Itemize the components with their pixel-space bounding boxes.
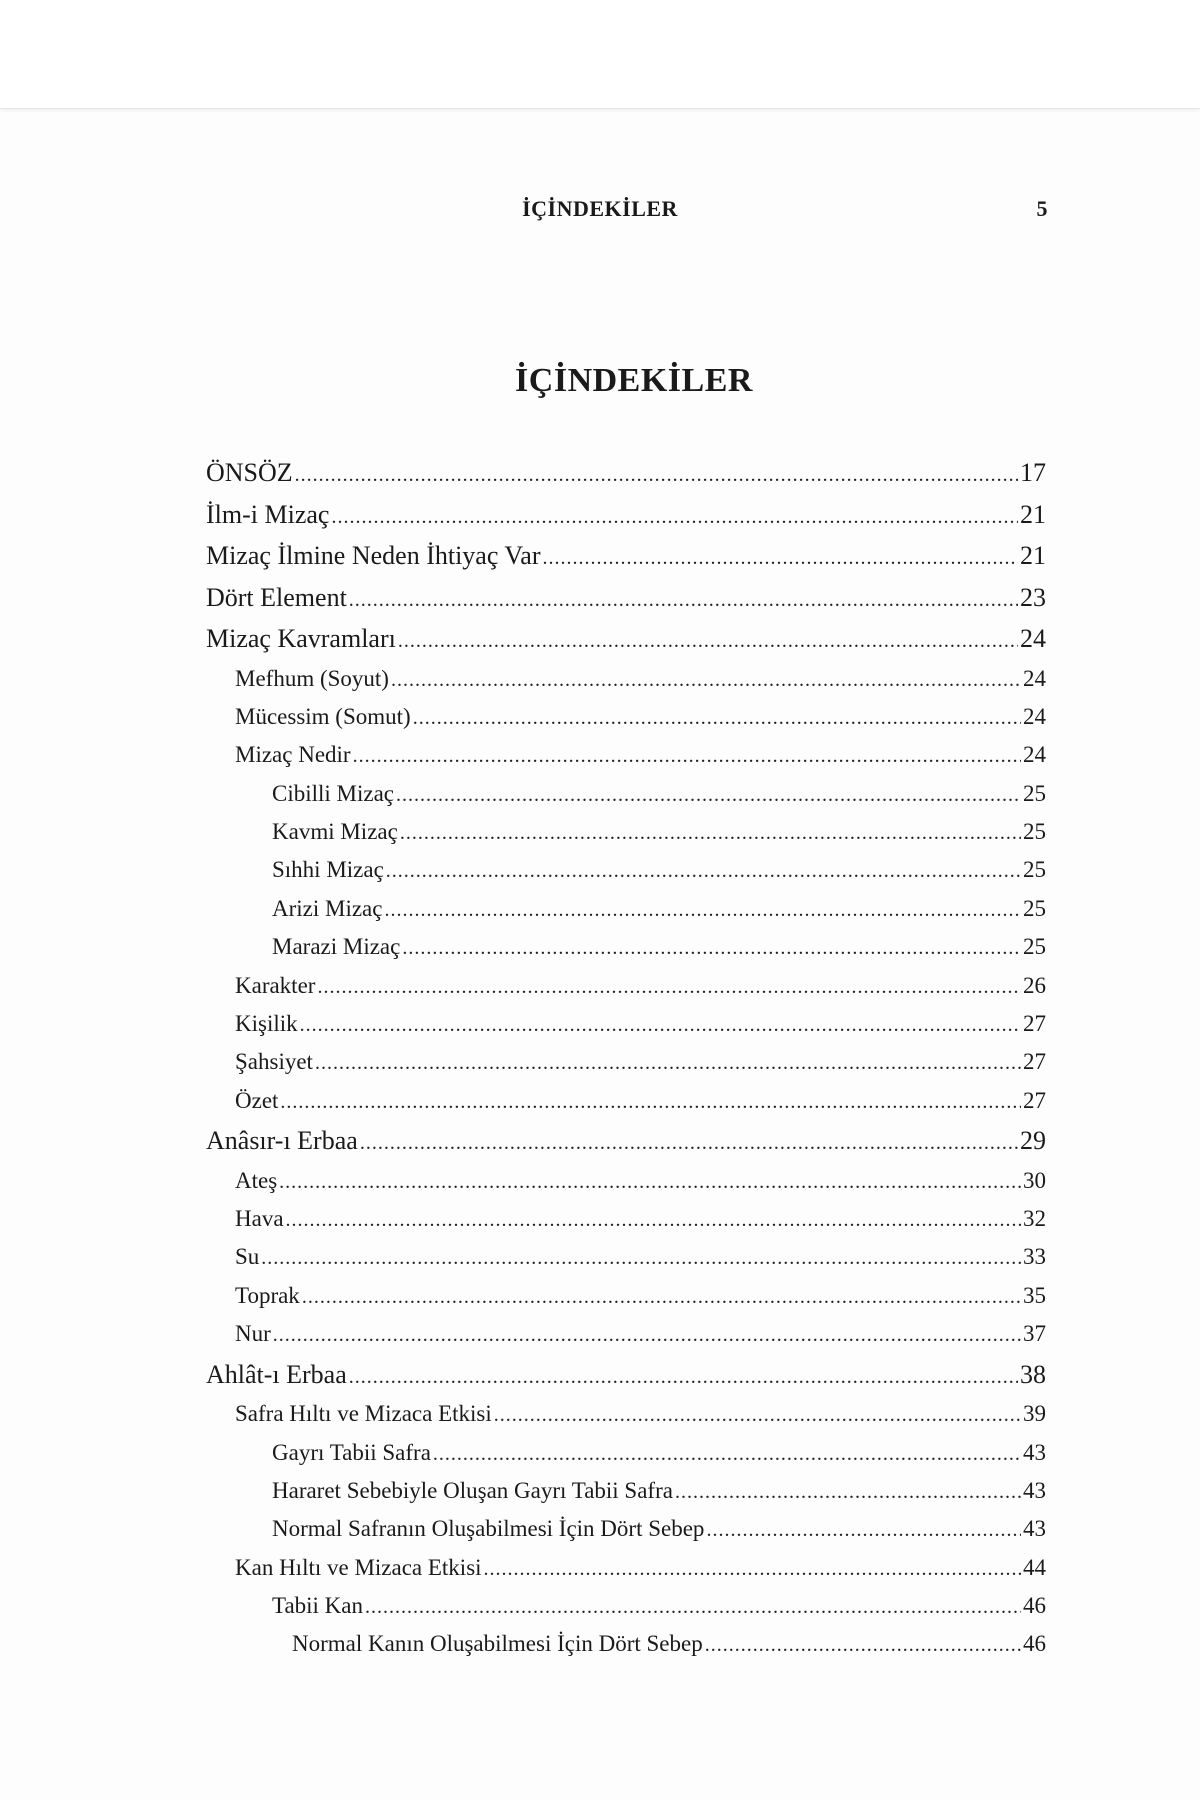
toc-entry <box>206 1315 1046 1353</box>
toc-entry-title: Mefhum (Soyut) <box>235 665 389 691</box>
toc-entry <box>206 1005 1046 1043</box>
dot-leader <box>398 621 1018 663</box>
running-head-page-number: 5 <box>1036 196 1048 221</box>
dot-leader <box>261 1239 1021 1277</box>
toc-entry-title: Karakter <box>235 972 316 998</box>
dot-leader <box>295 455 1018 497</box>
toc-entry-title: Sıhhi Mizaç <box>272 857 384 883</box>
toc-entry-page: 46 <box>1023 1593 1046 1619</box>
toc-entry <box>206 1120 1046 1162</box>
toc-entry-page: 44 <box>1023 1554 1046 1580</box>
toc-entry <box>206 577 1046 619</box>
toc-entry-page: 27 <box>1023 1049 1046 1075</box>
toc-entry-page: 23 <box>1020 582 1046 612</box>
dot-leader <box>349 1357 1018 1399</box>
toc-entry <box>206 1625 1046 1663</box>
toc-entry-page: 43 <box>1023 1477 1046 1503</box>
toc-entry-title: Safra Hıltı ve Mizaca Etkisi <box>235 1401 492 1427</box>
dot-leader <box>384 891 1021 929</box>
toc-entry <box>206 618 1046 660</box>
toc-entry-title: ÖNSÖZ <box>206 458 293 487</box>
toc-entry <box>206 775 1046 813</box>
dot-leader <box>413 699 1021 737</box>
toc-entry <box>206 813 1046 851</box>
toc-entry <box>206 452 1046 494</box>
dot-leader <box>360 1123 1018 1165</box>
toc-entry-page: 46 <box>1023 1631 1046 1657</box>
toc-entry <box>206 736 1046 774</box>
toc-list <box>206 452 1046 1664</box>
toc-entry-title: Toprak <box>235 1282 300 1308</box>
book-page <box>0 112 1200 1800</box>
toc-entry-page: 25 <box>1023 780 1046 806</box>
toc-entry-page: 32 <box>1023 1206 1046 1232</box>
toc-entry <box>206 1082 1046 1120</box>
dot-leader <box>302 1278 1021 1316</box>
toc-entry-title: Mücessim (Somut) <box>235 703 411 729</box>
dot-leader <box>286 1201 1021 1239</box>
toc-entry <box>206 1277 1046 1315</box>
toc-entry-title: Normal Kanın Oluşabilmesi İçin Dört Sebep <box>292 1631 703 1657</box>
toc-entry <box>206 494 1046 536</box>
toc-entry <box>206 1395 1046 1433</box>
dot-leader <box>400 814 1021 852</box>
toc-entry-page: 25 <box>1023 934 1046 960</box>
toc-entry-title: Cibilli Mizaç <box>272 780 395 806</box>
toc-entry-page: 37 <box>1023 1321 1046 1347</box>
dot-leader <box>349 580 1018 622</box>
toc-entry-title: Özet <box>235 1087 279 1113</box>
toc-entry <box>206 535 1046 577</box>
toc-entry <box>206 1434 1046 1472</box>
toc-entry <box>206 851 1046 889</box>
dot-leader <box>705 1626 1021 1664</box>
dot-leader <box>279 1163 1021 1201</box>
toc-entry <box>206 1162 1046 1200</box>
viewer-top-bar <box>0 0 1200 109</box>
toc-entry-title: Nur <box>235 1321 271 1347</box>
toc-entry <box>206 890 1046 928</box>
toc-entry-page: 38 <box>1020 1359 1046 1389</box>
toc-entry-title: Mizaç Kavramları <box>206 624 396 653</box>
toc-entry-title: Hararet Sebebiyle Oluşan Gayrı Tabii Safra <box>272 1477 673 1503</box>
toc-entry-page: 29 <box>1020 1126 1046 1156</box>
toc-entry <box>206 1587 1046 1625</box>
toc-entry-page: 35 <box>1023 1282 1046 1308</box>
toc-entry <box>206 698 1046 736</box>
toc-entry <box>206 1238 1046 1276</box>
toc-entry-title: Su <box>235 1244 260 1270</box>
dot-leader <box>365 1588 1021 1626</box>
dot-leader <box>300 1006 1021 1044</box>
dot-leader <box>353 737 1021 775</box>
dot-leader <box>402 929 1021 967</box>
toc-entry <box>206 1472 1046 1510</box>
toc-entry-title: Arizi Mizaç <box>272 895 383 921</box>
dot-leader <box>433 1435 1021 1473</box>
running-head-title: İÇİNDEKİLER <box>522 196 678 221</box>
toc-entry-title: Dört Element <box>206 582 347 612</box>
toc-entry-title: Ateş <box>235 1167 278 1193</box>
dot-leader <box>494 1396 1021 1434</box>
dot-leader <box>543 538 1019 580</box>
toc-entry <box>206 1510 1046 1548</box>
toc-entry-page: 43 <box>1023 1439 1046 1465</box>
toc-entry-page: 24 <box>1023 703 1046 729</box>
toc-entry-page: 26 <box>1023 972 1046 998</box>
dot-leader <box>331 497 1018 539</box>
toc-entry-page: 24 <box>1020 624 1046 653</box>
toc-entry-page: 24 <box>1023 742 1046 768</box>
toc-entry-title: Ahlât-ı Erbaa <box>206 1359 347 1389</box>
toc-entry-page: 39 <box>1023 1401 1046 1427</box>
toc-entry-title: Gayrı Tabii Safra <box>272 1439 431 1465</box>
toc-entry-title: Normal Safranın Oluşabilmesi İçin Dört Sebep <box>272 1516 705 1542</box>
dot-leader <box>280 1083 1021 1121</box>
dot-leader <box>675 1473 1021 1511</box>
toc-entry-title: Hava <box>235 1206 284 1232</box>
toc-entry-title: Kişilik <box>235 1011 298 1037</box>
dot-leader <box>484 1550 1021 1588</box>
toc-title: İÇİNDEKİLER <box>515 362 753 399</box>
toc-entry-page: 25 <box>1023 895 1046 921</box>
toc-entry <box>206 660 1046 698</box>
toc-entry-title: Mizaç Nedir <box>235 742 351 768</box>
dot-leader <box>317 968 1021 1006</box>
toc-entry-title: Tabii Kan <box>272 1593 364 1619</box>
toc-entry <box>206 1043 1046 1081</box>
dot-leader <box>386 852 1021 890</box>
toc-entry-page: 30 <box>1023 1167 1046 1193</box>
toc-entry <box>206 928 1046 966</box>
dot-leader <box>391 661 1021 699</box>
toc-entry <box>206 967 1046 1005</box>
toc-entry <box>206 1354 1046 1396</box>
toc-entry-page: 25 <box>1023 857 1046 883</box>
dot-leader <box>273 1316 1021 1354</box>
toc-entry-title: Şahsiyet <box>235 1049 313 1075</box>
toc-entry-title: Kavmi Mizaç <box>272 819 398 845</box>
toc-entry-title: Marazi Mizaç <box>272 934 401 960</box>
toc-entry-page: 27 <box>1023 1011 1046 1037</box>
toc-entry-page: 25 <box>1023 819 1046 845</box>
toc-entry-title: İlm-i Mizaç <box>206 499 330 529</box>
toc-entry-page: 24 <box>1023 665 1046 691</box>
toc-entry <box>206 1200 1046 1238</box>
toc-entry-page: 21 <box>1020 499 1046 529</box>
toc-entry-title: Anâsır-ı Erbaa <box>206 1126 358 1156</box>
dot-leader <box>396 776 1021 814</box>
dot-leader <box>706 1511 1021 1549</box>
toc-entry-title: Kan Hıltı ve Mizaca Etkisi <box>235 1554 482 1580</box>
dot-leader <box>315 1044 1021 1082</box>
toc-entry-page: 21 <box>1020 541 1046 570</box>
toc-entry-title: Mizaç İlmine Neden İhtiyaç Var <box>206 541 541 570</box>
toc-entry-page: 17 <box>1020 458 1046 487</box>
toc-entry-page: 33 <box>1023 1244 1046 1270</box>
toc-entry-page: 27 <box>1023 1087 1046 1113</box>
toc-entry-page: 43 <box>1023 1516 1046 1542</box>
toc-entry <box>206 1549 1046 1587</box>
